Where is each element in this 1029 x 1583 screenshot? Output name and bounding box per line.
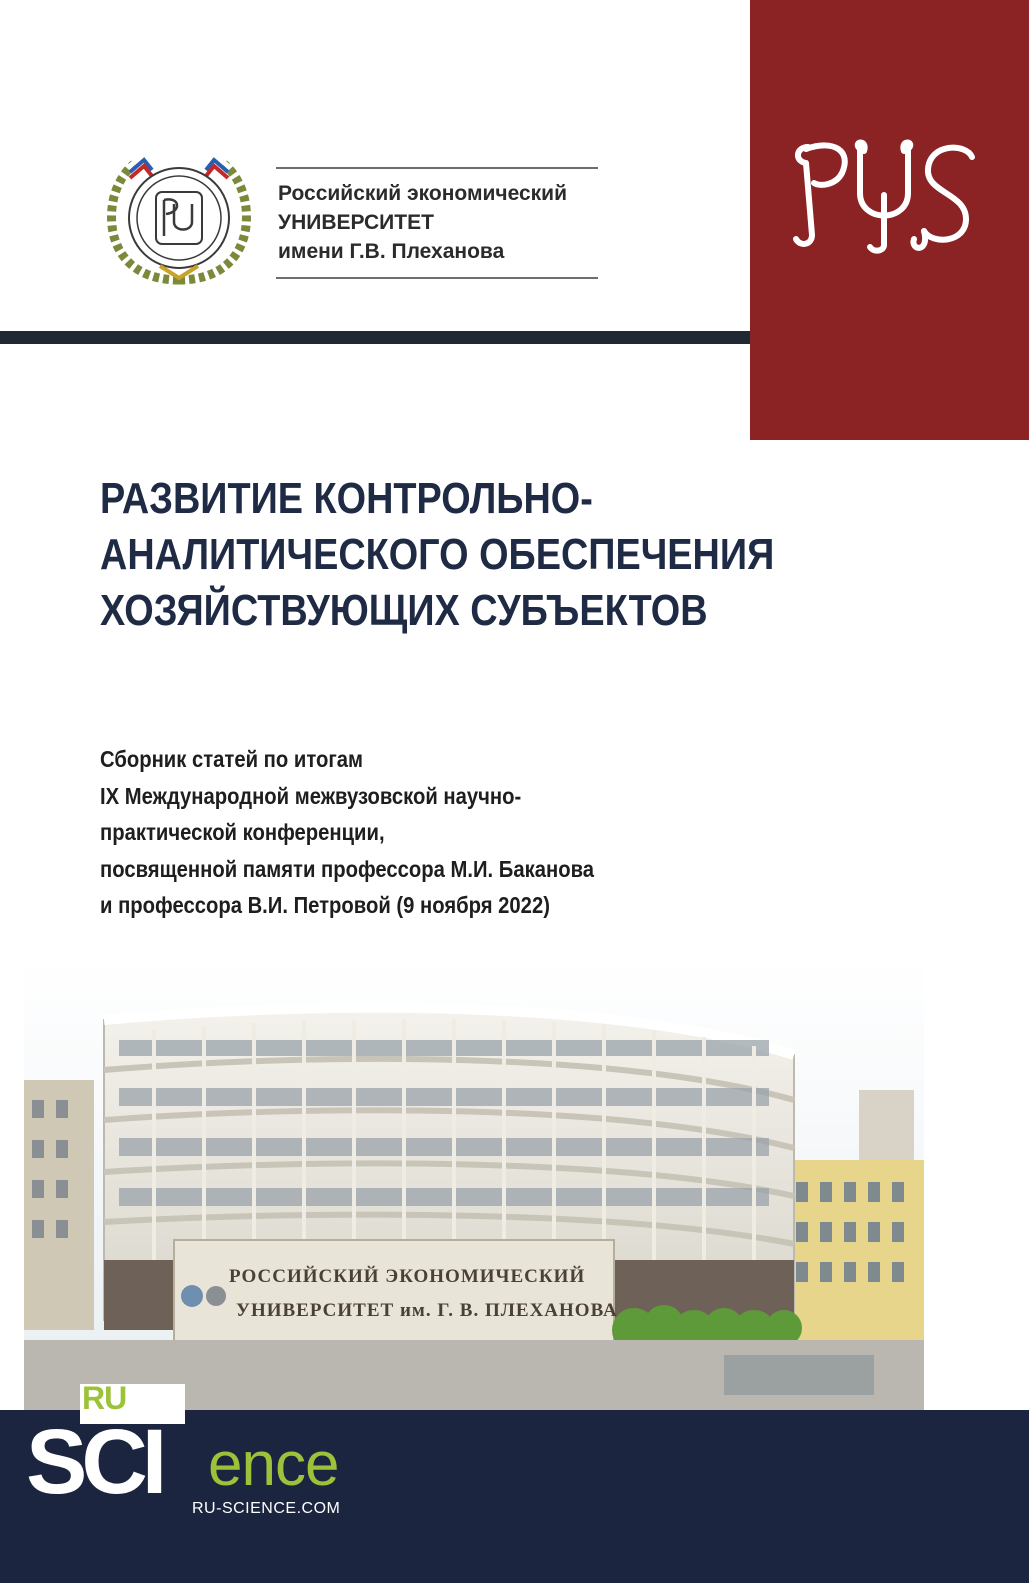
monogram-logo-icon — [790, 135, 990, 255]
university-name-line: УНИВЕРСИТЕТ — [278, 211, 434, 234]
book-title-line: АНАЛИТИЧЕСКОГО ОБЕСПЕЧЕНИЯ — [100, 530, 775, 579]
university-name — [278, 179, 608, 266]
book-title-line: РАЗВИТИЕ КОНТРОЛЬНО- — [100, 474, 593, 523]
subtitle-line: IX Международной межвузовской научно- — [100, 782, 522, 809]
building-sign-line: УНИВЕРСИТЕТ им. Г. В. ПЛЕХАНОВА — [236, 1300, 618, 1321]
publisher-logo-sci: SCI — [26, 1411, 162, 1513]
subtitle-line: и профессора В.И. Петровой (9 ноября 2022) — [100, 892, 550, 918]
university-rule-top — [276, 167, 598, 169]
book-subtitle — [100, 741, 716, 924]
book-title-line: ХОЗЯЙСТВУЮЩИХ СУБЪЕКТОВ — [100, 586, 708, 635]
university-name-line: Российский экономический — [278, 182, 567, 205]
university-emblem-icon — [100, 148, 258, 294]
brand-panel — [750, 0, 1029, 440]
publisher-logo-ence: ence — [208, 1430, 339, 1499]
subtitle-line: практической конференции, — [100, 819, 385, 845]
building-photo — [24, 960, 924, 1410]
university-name-line: имени Г.В. Плеханова — [278, 240, 505, 263]
building-sign-line: РОССИЙСКИЙ ЭКОНОМИЧЕСКИЙ — [229, 1266, 586, 1287]
publisher-website: RU-SCIENCE.COM — [192, 1500, 341, 1517]
publisher-logo-ru: RU — [82, 1380, 127, 1416]
header-separator — [0, 331, 750, 344]
subtitle-line: Сборник статей по итогам — [100, 746, 363, 772]
book-title — [100, 471, 788, 639]
university-rule-bottom — [276, 277, 598, 279]
subtitle-line: посвященной памяти профессора М.И. Баканова — [100, 855, 595, 882]
